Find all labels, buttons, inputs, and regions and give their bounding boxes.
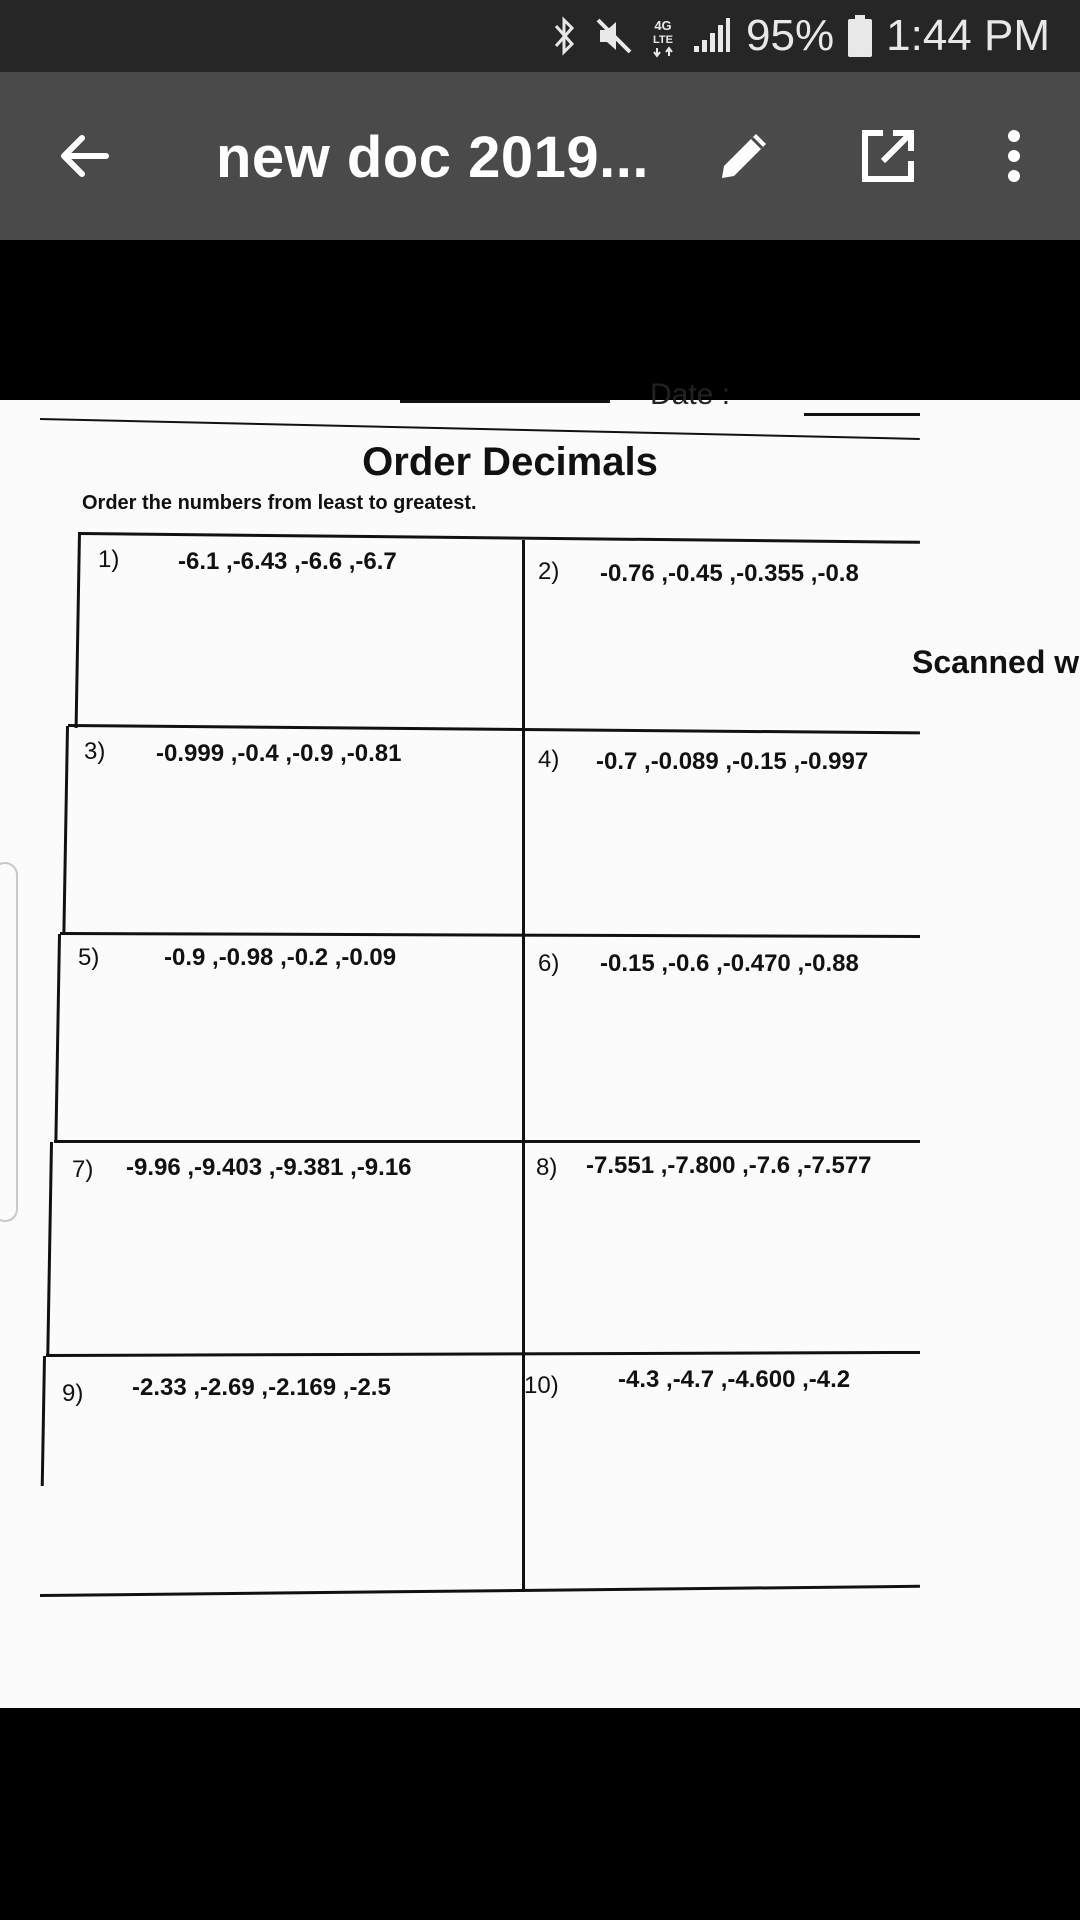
open-external-button[interactable] bbox=[848, 116, 928, 196]
svg-text:LTE: LTE bbox=[653, 34, 674, 46]
viewer-top-margin bbox=[0, 240, 1080, 400]
date-label: Date : bbox=[650, 378, 731, 411]
grid-line bbox=[75, 532, 81, 728]
grid-line bbox=[80, 532, 920, 544]
grid-line bbox=[60, 932, 920, 938]
problem-number: 7) bbox=[72, 1156, 94, 1183]
problem-values: -2.33 ,-2.69 ,-2.169 ,-2.5 bbox=[132, 1374, 391, 1401]
grid-line bbox=[522, 540, 525, 1592]
problem-number: 3) bbox=[84, 738, 106, 765]
battery-icon bbox=[848, 15, 872, 57]
grid-line bbox=[62, 726, 69, 934]
problem-values: -9.96 ,-9.403 ,-9.381 ,-9.16 bbox=[126, 1154, 412, 1181]
problem-number: 1) bbox=[98, 546, 120, 573]
problem-number: 6) bbox=[538, 950, 560, 977]
scanned-with-watermark: Scanned w bbox=[912, 644, 1080, 680]
problem-values: -7.551 ,-7.800 ,-7.6 ,-7.577 bbox=[586, 1152, 872, 1179]
mute-icon bbox=[594, 16, 634, 56]
grid-line bbox=[46, 1142, 53, 1354]
problem-number: 2) bbox=[538, 558, 560, 585]
signal-icon bbox=[692, 16, 732, 56]
app-bar bbox=[0, 72, 1080, 240]
problem-values: -0.999 ,-0.4 ,-0.9 ,-0.81 bbox=[156, 740, 402, 767]
problem-values: -0.15 ,-0.6 ,-0.470 ,-0.88 bbox=[600, 950, 859, 977]
grid-line bbox=[41, 1356, 46, 1486]
problem-values: -0.9 ,-0.98 ,-0.2 ,-0.09 bbox=[164, 944, 397, 971]
problem-number: 10) bbox=[524, 1372, 559, 1399]
grid-line bbox=[54, 1140, 920, 1143]
name-line bbox=[400, 400, 610, 403]
more-options-button[interactable] bbox=[974, 116, 1054, 196]
grid-line bbox=[46, 1351, 920, 1357]
status-icons bbox=[550, 0, 1050, 72]
back-button[interactable] bbox=[44, 116, 124, 196]
grid-line bbox=[40, 1585, 920, 1597]
network-lte-icon bbox=[648, 14, 678, 58]
edge-panel-handle[interactable] bbox=[0, 862, 18, 1222]
problem-number: 9) bbox=[62, 1380, 84, 1407]
problem-values: -0.7 ,-0.089 ,-0.15 ,-0.997 bbox=[596, 748, 869, 775]
problem-values: -6.1 ,-6.43 ,-6.6 ,-6.7 bbox=[178, 548, 397, 575]
instructions: Order the numbers from least to greatest. bbox=[82, 492, 477, 514]
grid-line bbox=[54, 934, 61, 1142]
open-external-icon bbox=[857, 125, 919, 187]
more-vert-icon bbox=[1004, 126, 1024, 186]
viewer-bottom-margin bbox=[0, 1708, 1080, 1920]
svg-text:4G: 4G bbox=[654, 18, 672, 33]
document-page[interactable] bbox=[0, 378, 1080, 1708]
edit-pencil-icon bbox=[712, 124, 776, 188]
back-arrow-icon bbox=[54, 126, 114, 186]
problem-values: -0.76 ,-0.45 ,-0.355 ,-0.8 bbox=[600, 560, 859, 587]
edit-button[interactable] bbox=[704, 116, 784, 196]
header-rule bbox=[40, 418, 920, 440]
problem-values: -4.3 ,-4.7 ,-4.600 ,-4.2 bbox=[618, 1366, 851, 1393]
bluetooth-icon bbox=[550, 16, 580, 56]
status-bar bbox=[0, 0, 1080, 72]
worksheet-title: Order Decimals bbox=[362, 440, 658, 484]
problem-number: 8) bbox=[536, 1154, 558, 1181]
battery-percent: 95% bbox=[746, 11, 835, 60]
grid-line bbox=[68, 724, 920, 734]
date-line bbox=[804, 413, 920, 416]
clock: 1:44 PM bbox=[886, 11, 1050, 60]
problem-number: 4) bbox=[538, 746, 560, 773]
problem-number: 5) bbox=[78, 944, 100, 971]
document-title: new doc 2019... bbox=[216, 125, 650, 190]
